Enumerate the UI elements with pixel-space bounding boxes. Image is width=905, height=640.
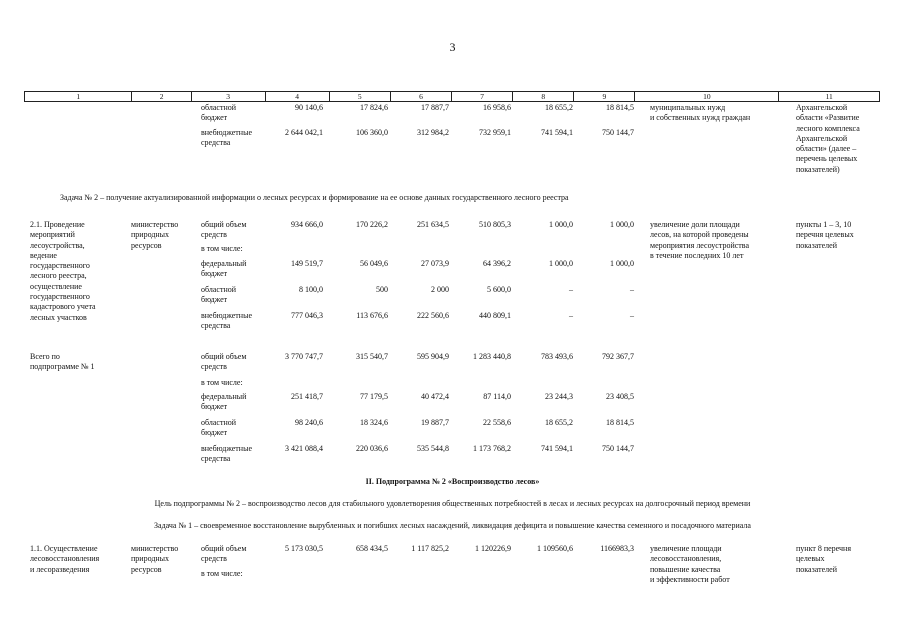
value-cell: 750 144,7 xyxy=(602,444,634,453)
value-cell: 1166983,3 xyxy=(600,544,634,553)
measure-name: 2.1. Проведение мероприятий лесоустройства, ведение государственного лесного реестра, осуществление государственного кадастрового учета лесных участков xyxy=(30,220,96,322)
value-cell: 3 770 747,7 xyxy=(285,352,323,361)
value-cell: 40 472,4 xyxy=(421,392,449,401)
column-header-9: 9 xyxy=(574,92,635,101)
value-cell: 535 544,8 xyxy=(417,444,449,453)
column-header-6: 6 xyxy=(391,92,452,101)
value-cell: 1 173 768,2 xyxy=(473,444,511,453)
value-cell: 19 887,7 xyxy=(421,418,449,427)
value-cell: 106 360,0 xyxy=(356,128,388,137)
value-cell: 500 xyxy=(376,285,388,294)
value-cell: 741 594,1 xyxy=(541,444,573,453)
column-header-4: 4 xyxy=(266,92,330,101)
column-header-row xyxy=(24,91,880,102)
value-cell: 98 240,6 xyxy=(295,418,323,427)
value-cell: 658 434,5 xyxy=(356,544,388,553)
column-header-5: 5 xyxy=(330,92,391,101)
value-cell: 16 958,6 xyxy=(483,103,511,112)
value-cell: 87 114,0 xyxy=(483,392,511,401)
value-cell: 56 049,6 xyxy=(360,259,388,268)
value-cell: 934 666,0 xyxy=(291,220,323,229)
expected-result: муниципальных нужд и собственных нужд граждан xyxy=(650,103,751,123)
row-label: областной бюджет xyxy=(201,285,237,305)
value-cell: 510 805,3 xyxy=(479,220,511,229)
column-header-10: 10 xyxy=(635,92,779,101)
row-label: общий объем средств xyxy=(201,544,247,564)
value-cell: 1 117 825,2 xyxy=(411,544,449,553)
row-label: общий объем средств xyxy=(201,352,247,372)
value-cell: 1 000,0 xyxy=(610,259,634,268)
column-header-2: 2 xyxy=(132,92,191,101)
value-cell: 1 109560,6 xyxy=(537,544,573,553)
value-cell: – xyxy=(630,311,634,320)
value-cell: 595 904,9 xyxy=(417,352,449,361)
row-label: в том числе: xyxy=(201,244,243,253)
value-cell: 792 367,7 xyxy=(602,352,634,361)
indicator-reference: пункт 8 перечня целевых показателей xyxy=(796,544,852,574)
value-cell: 8 100,0 xyxy=(299,285,323,294)
row-label: областной бюджет xyxy=(201,103,237,123)
value-cell: 222 560,6 xyxy=(417,311,449,320)
indicator-reference: Архангельской области «Развитие лесного комплекса Архангельской области» (далее – перечень целевых показателей) xyxy=(796,103,860,174)
value-cell: 18 655,2 xyxy=(545,418,573,427)
value-cell: 18 814,5 xyxy=(606,103,634,112)
row-label: внебюджетные средства xyxy=(201,128,252,148)
value-cell: 2 644 042,1 xyxy=(285,128,323,137)
value-cell: 27 073,9 xyxy=(421,259,449,268)
value-cell: 251 634,5 xyxy=(417,220,449,229)
row-label: внебюджетные средства xyxy=(201,311,252,331)
page-number: 3 xyxy=(449,40,456,54)
value-cell: 251 418,7 xyxy=(291,392,323,401)
row-label: в том числе: xyxy=(201,569,243,578)
value-cell: 220 036,6 xyxy=(356,444,388,453)
value-cell: 777 046,3 xyxy=(291,311,323,320)
value-cell: 17 887,7 xyxy=(421,103,449,112)
row-label: общий объем средств xyxy=(201,220,247,240)
value-cell: 1 120226,9 xyxy=(475,544,511,553)
subprogram-goal: Цель подпрограммы № 2 – воспроизводство лесов для стабильного удовлетворения общественных потребностей в лесах и лесных ресурсах на долгосрочный период времени xyxy=(154,499,751,508)
value-cell: – xyxy=(569,285,573,294)
value-cell: 312 984,2 xyxy=(417,128,449,137)
value-cell: 2 000 xyxy=(431,285,449,294)
measure-name: 1.1. Осуществление лесовосстановления и лесоразведения xyxy=(30,544,100,574)
row-label: в том числе: xyxy=(201,378,243,387)
expected-result: увеличение площади лесовосстановления, повышение качества и эффективности работ xyxy=(650,544,730,584)
row-label: внебюджетные средства xyxy=(201,444,252,464)
value-cell: 1 000,0 xyxy=(549,220,573,229)
task-heading: Задача № 1 – своевременное восстановление вырубленных и погибших лесных насаждений, ликвидация дефицита и повышение качества семенного и посадочного материала xyxy=(154,521,751,530)
value-cell: 315 540,7 xyxy=(356,352,388,361)
value-cell: 18 655,2 xyxy=(545,103,573,112)
column-header-7: 7 xyxy=(452,92,513,101)
value-cell: 18 324,6 xyxy=(360,418,388,427)
row-label: областной бюджет xyxy=(201,418,237,438)
value-cell: 5 600,0 xyxy=(487,285,511,294)
value-cell: 23 408,5 xyxy=(606,392,634,401)
value-cell: 18 814,5 xyxy=(606,418,634,427)
section-title: II. Подпрограмма № 2 «Воспроизводство лесов» xyxy=(365,477,540,486)
value-cell: 3 421 088,4 xyxy=(285,444,323,453)
value-cell: 77 179,5 xyxy=(360,392,388,401)
value-cell: 64 396,2 xyxy=(483,259,511,268)
row-label: федеральный бюджет xyxy=(201,259,247,279)
value-cell: 783 493,6 xyxy=(541,352,573,361)
executor: министерство природных ресурсов xyxy=(131,220,179,250)
column-header-1: 1 xyxy=(25,92,132,101)
value-cell: 113 676,6 xyxy=(356,311,388,320)
column-header-8: 8 xyxy=(513,92,574,101)
column-header-3: 3 xyxy=(192,92,266,101)
total-label: Всего по подпрограмме № 1 xyxy=(30,352,95,372)
value-cell: 170 226,2 xyxy=(356,220,388,229)
value-cell: 732 959,1 xyxy=(479,128,511,137)
value-cell: 741 594,1 xyxy=(541,128,573,137)
value-cell: 23 244,3 xyxy=(545,392,573,401)
value-cell: – xyxy=(630,285,634,294)
value-cell: 5 173 030,5 xyxy=(285,544,323,553)
indicator-reference: пункты 1 – 3, 10 перечня целевых показателей xyxy=(796,220,854,250)
value-cell: 440 809,1 xyxy=(479,311,511,320)
value-cell: 750 144,7 xyxy=(602,128,634,137)
value-cell: 22 558,6 xyxy=(483,418,511,427)
executor: министерство природных ресурсов xyxy=(131,544,179,574)
value-cell: 1 000,0 xyxy=(549,259,573,268)
value-cell: 1 283 440,8 xyxy=(473,352,511,361)
value-cell: 17 824,6 xyxy=(360,103,388,112)
column-header-11: 11 xyxy=(825,92,833,101)
value-cell: – xyxy=(569,311,573,320)
task-heading: Задача № 2 – получение актуализированной информации о лесных ресурсах и формирование на ее основе данных государственного лесного реестра xyxy=(60,193,569,202)
value-cell: 90 140,6 xyxy=(295,103,323,112)
value-cell: 1 000,0 xyxy=(610,220,634,229)
expected-result: увеличение доли площади лесов, на которой проведены мероприятия лесоустройства в течение последних 10 лет xyxy=(650,220,749,260)
row-label: федеральный бюджет xyxy=(201,392,247,412)
value-cell: 149 519,7 xyxy=(291,259,323,268)
